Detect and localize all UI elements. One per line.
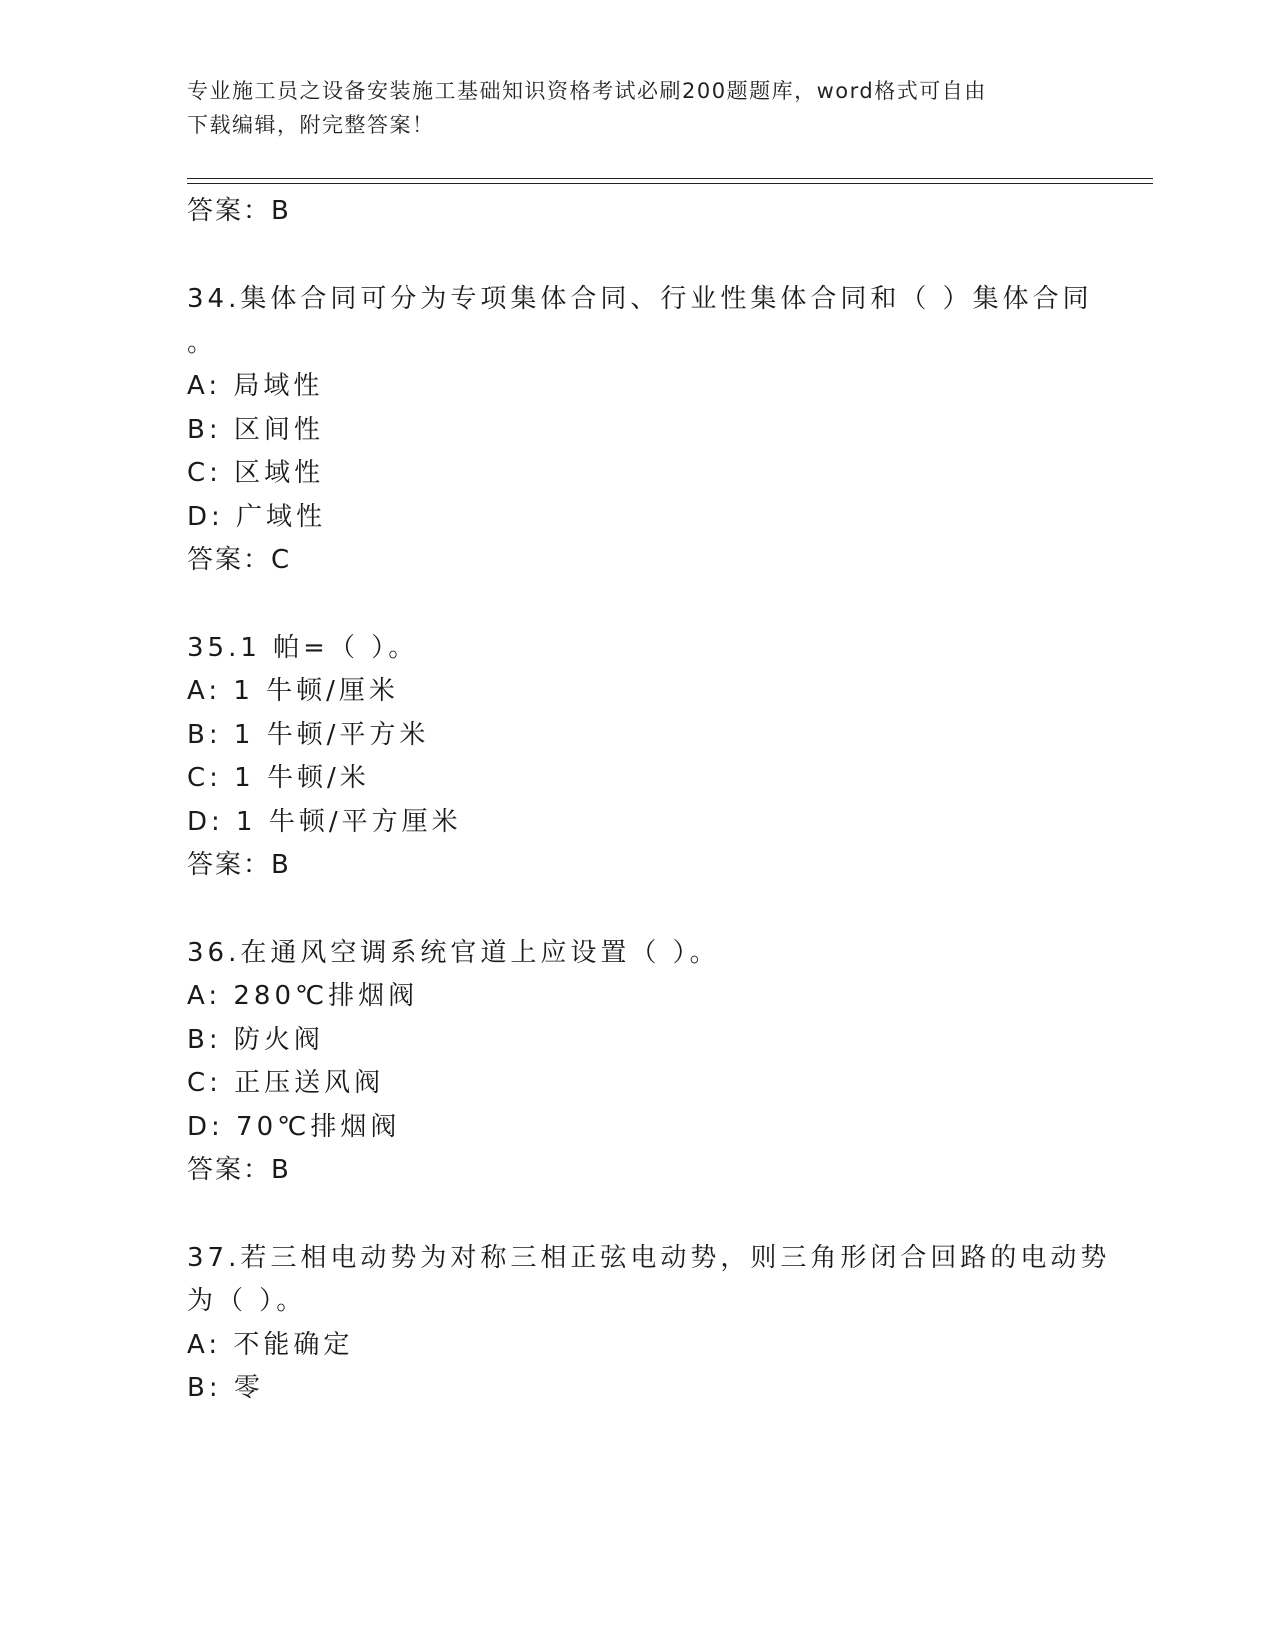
question-37-text: 37.若三相电动势为对称三相正弦电动势，则三角形闭合回路的电动势 [187,1243,1111,1273]
question-35-text: 35.1 帕=（ ）。 [187,633,419,663]
question-34-option-a: A: 局域性 [187,371,324,401]
question-37-option-b: B: 零 [187,1373,264,1403]
header-divider-bottom [187,183,1153,184]
answer-33: 答案：B [187,196,291,226]
header-line-2: 下载编辑，附完整答案！ [187,113,435,137]
answer-35: 答案：B [187,850,291,880]
question-36-option-d: D: 70℃排烟阀 [187,1112,401,1142]
question-37-option-a: A: 不能确定 [187,1330,354,1360]
document-header [187,74,1067,142]
question-36-text: 36.在通风空调系统官道上应设置（ ）。 [187,938,720,968]
question-36-option-c: C: 正压送风阀 [187,1068,385,1098]
header-line-1: 专业施工员之设备安装施工基础知识资格考试必刷200题题库，word格式可自由 [187,79,987,103]
answer-36: 答案：B [187,1155,291,1185]
question-34-option-c: C: 区域性 [187,458,325,488]
question-34-option-b: B: 区间性 [187,415,324,445]
question-35-option-a: A: 1 牛顿/厘米 [187,676,399,706]
question-34-text: 34.集体合同可分为专项集体合同、行业性集体合同和（ ）集体合同 [187,284,1093,314]
header-divider-top [187,178,1153,179]
question-35-option-c: C: 1 牛顿/米 [187,763,370,793]
question-36-option-b: B: 防火阀 [187,1025,324,1055]
question-35-option-d: D: 1 牛顿/平方厘米 [187,807,462,837]
question-34-text-cont: 。 [187,328,218,358]
question-36-option-a: A: 280℃排烟阀 [187,981,419,1011]
question-34-option-d: D: 广域性 [187,502,327,532]
question-35-option-b: B: 1 牛顿/平方米 [187,720,430,750]
question-37-text-cont: 为（ ）。 [187,1286,307,1316]
answer-34: 答案：C [187,545,292,575]
